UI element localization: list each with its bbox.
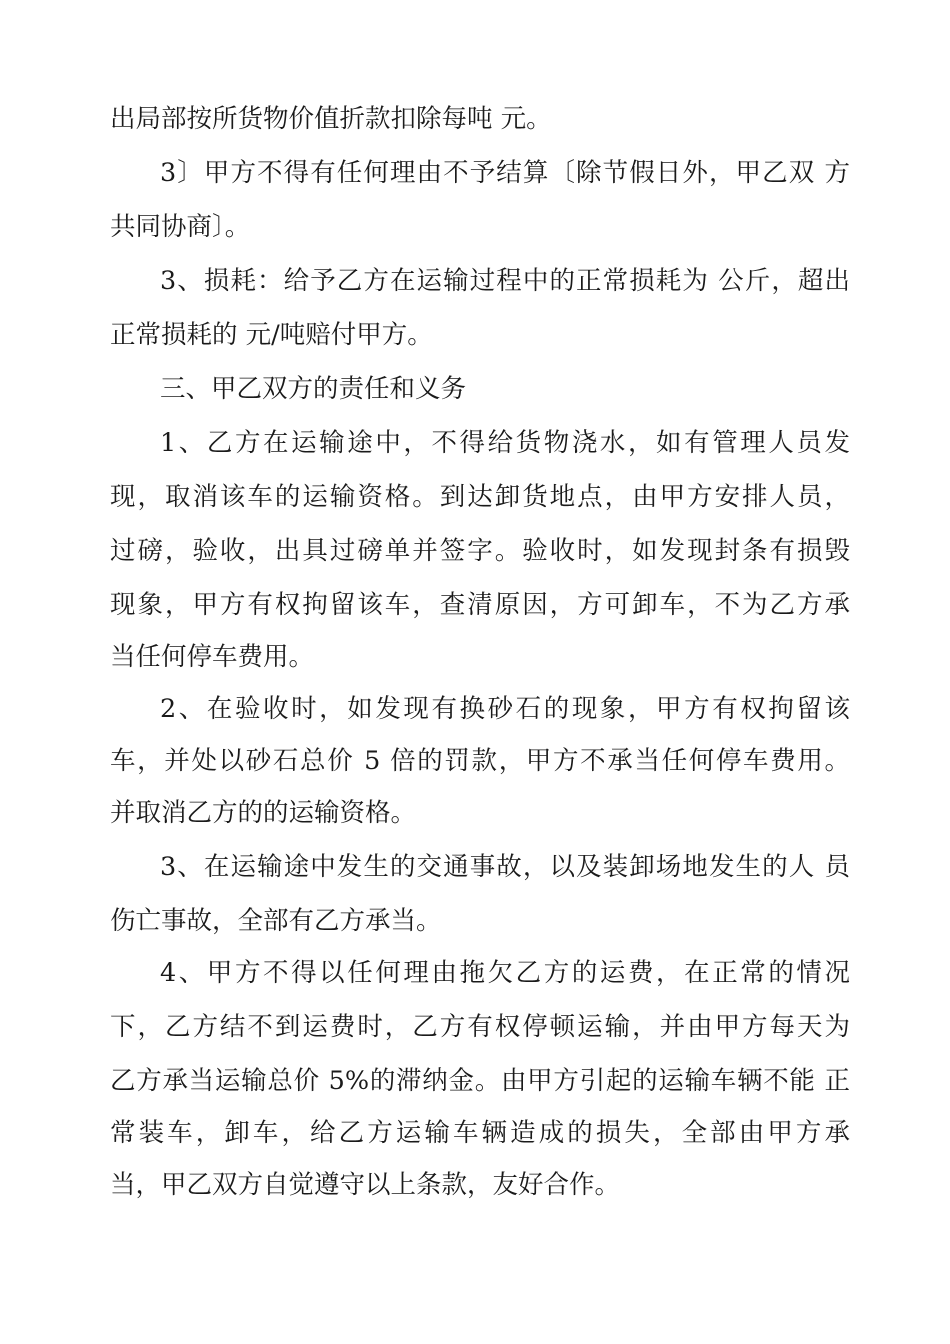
- text-line: 现，取消该车的运输资格。到达卸货地点，由甲方安排人员，: [110, 482, 850, 512]
- text-line: 共同协商〕。: [110, 212, 251, 242]
- text-line: 2、在验收时，如发现有换砂石的现象，甲方有权拘留该: [160, 694, 850, 724]
- text-line: 并取消乙方的的运输资格。: [110, 798, 417, 828]
- text-line: 3、在运输途中发生的交通事故，以及装卸场地发生的人 员: [160, 852, 850, 882]
- text-line: 1、乙方在运输途中，不得给货物浇水，如有管理人员发: [160, 428, 850, 458]
- text-line: 当任何停车费用。: [110, 642, 315, 672]
- text-line: 乙方承当运输总价 5%的滞纳金。由甲方引起的运输车辆不能 正: [110, 1066, 850, 1096]
- text-line: 过磅，验收，出具过磅单并签字。验收时，如发现封条有损毁: [110, 536, 850, 566]
- text-line: 当，甲乙双方自觉遵守以上条款，友好合作。: [110, 1170, 621, 1200]
- text-line: 伤亡事故，全部有乙方承当。: [110, 906, 442, 936]
- text-line: 3〕甲方不得有任何理由不予结算〔除节假日外，甲乙双 方: [160, 158, 850, 188]
- text-line: 正常损耗的 元/吨赔付甲方。: [110, 320, 433, 350]
- text-line: 出局部按所货物价值折款扣除每吨 元。: [110, 104, 552, 134]
- section-heading: 三、甲乙双方的责任和义务: [160, 374, 467, 404]
- text-line: 3、损耗：给予乙方在运输过程中的正常损耗为 公斤，超出: [160, 266, 850, 296]
- text-line: 4、甲方不得以任何理由拖欠乙方的运费，在正常的情况: [160, 958, 850, 988]
- text-line: 常装车，卸车，给乙方运输车辆造成的损失，全部由甲方承: [110, 1118, 850, 1148]
- text-line: 下，乙方结不到运费时，乙方有权停顿运输，并由甲方每天为: [110, 1012, 850, 1042]
- text-line: 现象，甲方有权拘留该车，查清原因，方可卸车，不为乙方承: [110, 590, 850, 620]
- text-line: 车，并处以砂石总价 5 倍的罚款，甲方不承当任何停车费用。: [110, 746, 850, 776]
